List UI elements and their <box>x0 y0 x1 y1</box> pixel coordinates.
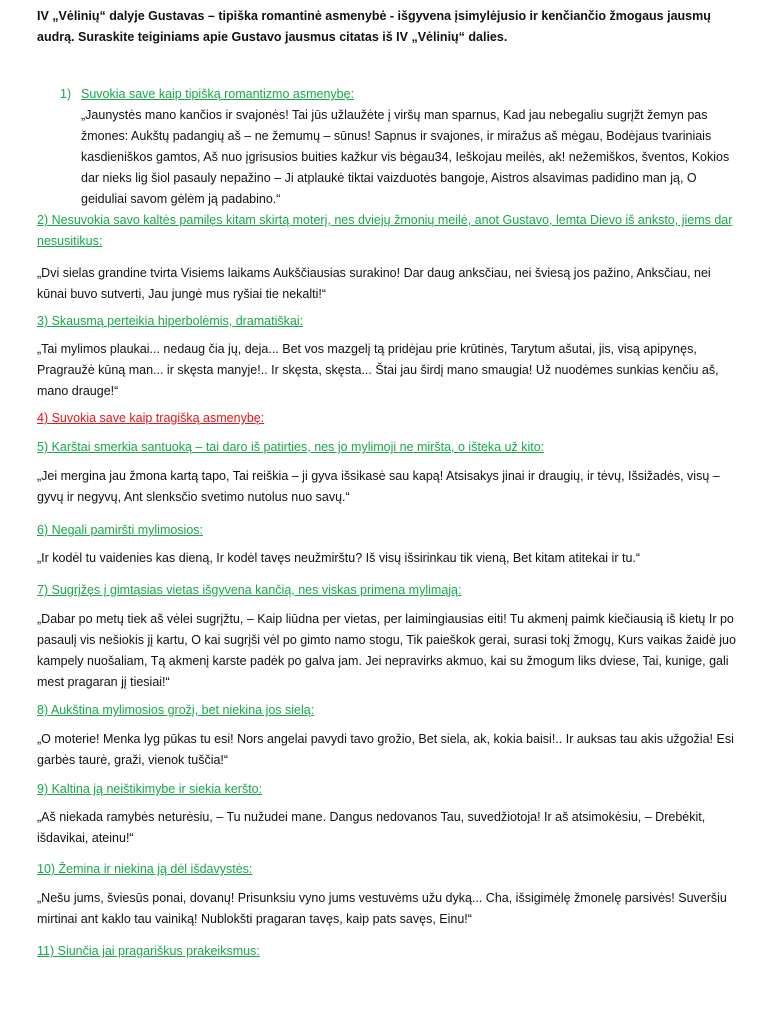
item-9-quote: „Aš niekada ramybės neturėsiu, – Tu nužudei mane. Dangus nedovanos Tau, suvedžiotoja! Ir aš atsimokėsiu, – Drebėkit, išdavikai, ateinu!“ <box>37 810 706 845</box>
item-6-heading: 6) Negali pamiršti mylimosios: <box>37 523 204 537</box>
item-1-quote: „Jaunystės mano kančios ir svajonės! Tai jūs užlaužėte į viršų man sparnus, Kad jau nebegaliu sugrįžt žemyn pas žmones: Aukštų padangių aš – ne žemumų – sūnus! Sapnus ir svajones, ir miražus aš mėgau, Bodėjaus tvariniais kasdieniškos gamtos, Aš nuo įgrisusios buities kažkur vis bėgau34, Ieškojau meilės, ak! nežemiškos, šventos, Kokios dar nieks lig šiol pasauly nepažino – Ji atplaukė tiktai vaizduotės bangoje, Aistros alsavimas padidino man ją, O geiduliai savom gėlėm ją padabino.“ <box>81 108 730 206</box>
item-7-quote: „Dabar po metų tiek aš vėlei sugrįžtu, – Kaip liūdna per vietas, per laimingiausias eiti! Tu akmenį paimk kiečiausią iš kietų Ir po pasaulį vis nešiokis jį kartu, O kai sugrįši vėl po gimto namo stogu, Tik paieškok gerai, surasi tokį žmogų, Kurs vaikas žaidė juo kampely nuošaliam, Tą akmenį karste padėk po galva jam. Jei nepravirks akmuo, kai su žmogum liks dviese, Tai, kunige, gali mest pragaran jį tiesiai!“ <box>37 612 736 689</box>
item-3-quote: „Tai mylimos plaukai... nedaug čia jų, deja... Bet vos mazgelį tą pridėjau prie krūtinės, Tarytum ašutai, jis, visą apipynęs, Pragraužė kūną man... ir skęsta manyje!.. Ir skęsta, skęsta... Štai jau širdį mano smaugia! Už nuodėmes sunkias kenčiu aš, mano drauge!“ <box>37 342 719 398</box>
item-4-heading: 4) Suvokia save kaip tragišką asmenybę: <box>37 411 265 425</box>
intro-paragraph: IV „Vėlinių“ dalyje Gustavas – tipiška romantinė asmenybė - išgyvena įsimylėjusio ir kenčiančio žmogaus jausmų audrą. Suraskite teiginiams apie Gustavo jausmus citatas iš IV „Vėlinių“ dalies. <box>37 9 711 44</box>
item-1-number: 1) <box>60 87 72 101</box>
item-5-heading: 5) Karštai smerkia santuoką – tai daro iš patirties, nes jo mylimoji ne miršta, o išteka už kito: <box>37 440 545 454</box>
item-7-heading: 7) Sugrįžęs į gimtąsias vietas išgyvena kančią, nes viskas primena mylimąją: <box>37 583 462 597</box>
item-8-quote: „O moterie! Menka lyg pūkas tu esi! Nors angelai pavydi tavo grožio, Bet siela, ak, kokia baisi!.. Ir auksas tau akis užgožia! Esi garbės taurė, graži, vienok tuščia!“ <box>37 732 734 767</box>
item-10-heading: 10) Žemina ir niekina ją dėl išdavystės: <box>37 862 253 876</box>
item-10-quote: „Nešu jums, šviesūs ponai, dovanų! Prisunksiu vyno jums vestuvėms užu dyką... Cha, išsigimėlę žmonelę parsivės! Suveršiu mirtinai ant kaklo tau vainiką! Nublokšti pragaran tavęs, kaip pats savęs, Einu!“ <box>37 891 727 926</box>
item-8-heading: 8) Aukština mylimosios grožį, bet niekina jos sielą: <box>37 703 315 717</box>
item-3-heading: 3) Skausmą perteikia hiperbolėmis, dramatiškai: <box>37 314 304 328</box>
item-11-heading: 11) Siunčia jai pragariškus prakeiksmus: <box>37 944 260 958</box>
item-2-heading: 2) Nesuvokia savo kaltės pamilęs kitam skirtą moterį, nes dviejų žmonių meilė, anot Gustavo, lemta Dievo iš anksto, jiems dar nesusitikus: <box>37 213 733 248</box>
item-1-heading: Suvokia save kaip tipišką romantizmo asmenybę: <box>81 87 355 101</box>
item-5-quote: „Jei mergina jau žmona kartą tapo, Tai reiškia – ji gyva išsikasė sau kapą! Atsisakys jinai ir draugių, ir tėvų, Išsižadės, visų – gyvų ir negyvų, Ant slenksčio svetimo nutolus nuo savų.“ <box>37 469 720 504</box>
item-9-heading: 9) Kaltina ją neištikimybe ir siekia keršto: <box>37 782 263 796</box>
item-2-quote: „Dvi sielas grandine tvirta Visiems laikams Aukščiausias surakino! Dar daug anksčiau, nei šviesą jos pažino, Anksčiau, nei kūnai buvo sutverti, Jau jungė mus ryšiai tie nekalti!“ <box>37 266 711 301</box>
item-6-quote: „Ir kodėl tu vaidenies kas dieną, Ir kodėl tavęs neužmirštu? Iš visų išsirinkau tik vieną, Bet kitam atitekai ir tu.“ <box>37 551 641 565</box>
